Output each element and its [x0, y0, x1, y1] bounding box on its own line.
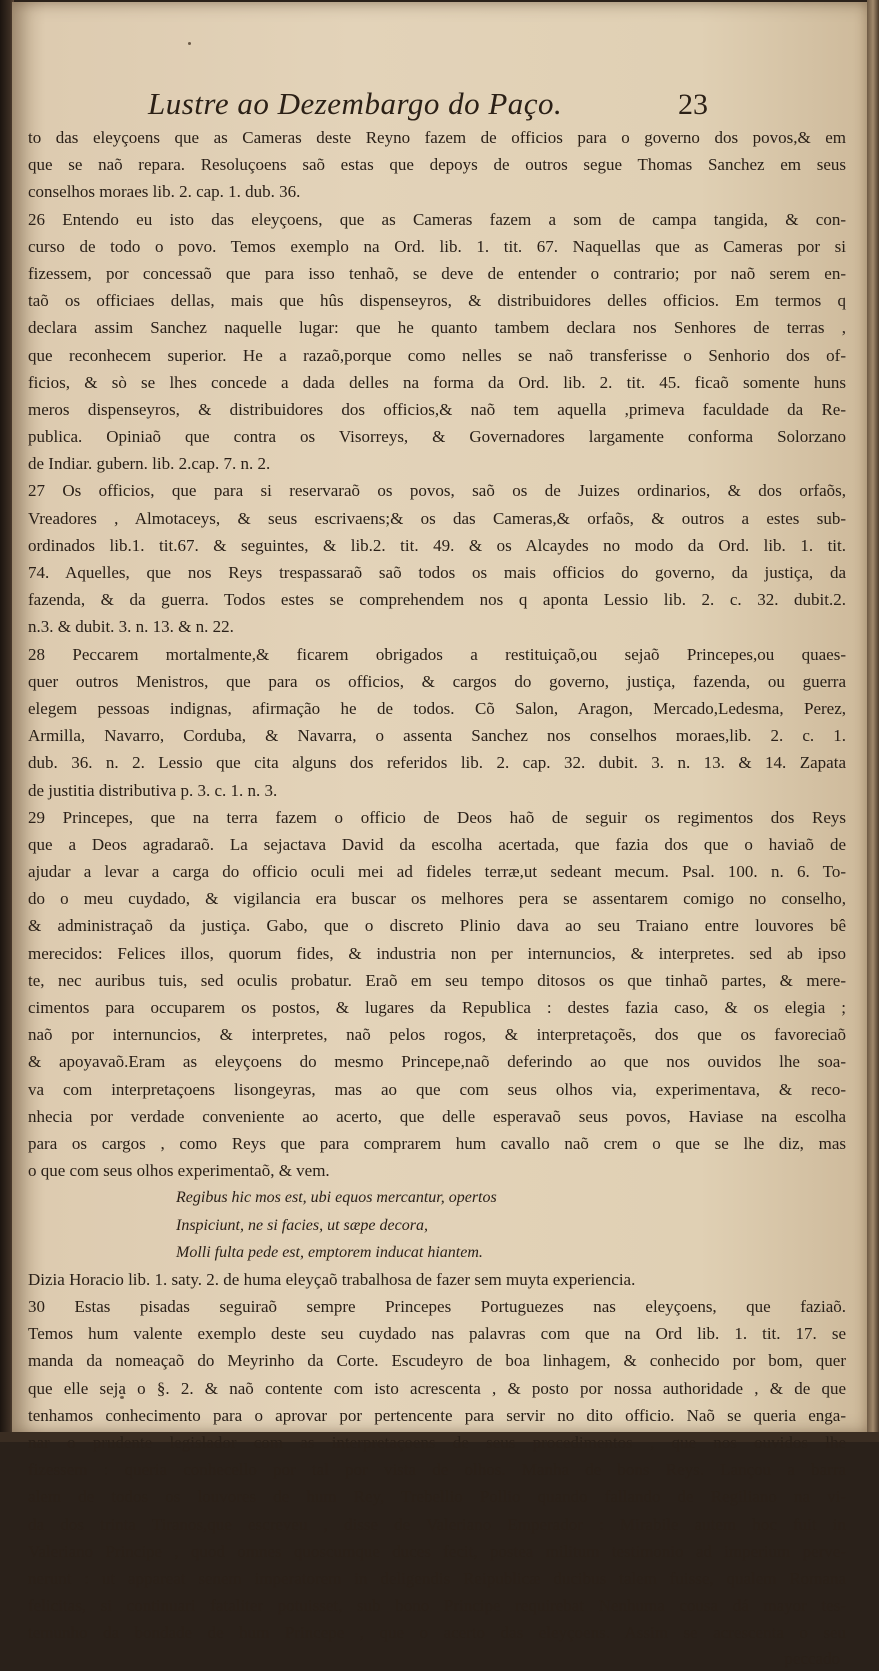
text-line: taõ os officiaes dellas, mais que hûs dispenseyros, & distribuidores delles officios. Em termos q [28, 291, 846, 311]
text-line: meros dispenseyros, & distribuidores dos officios,& naõ tem aquella ,primeva faculdade da Re- [28, 399, 846, 419]
text-line: cimentos para occuparem os postos, & lugares da Republica : destes fazia caso, & os elegia ; [28, 998, 846, 1017]
text-line: & apoyavaõ.Eram as eleyçoens do mesmo Princepe,naõ deferindo ao que nos ouvidos lhe soa- [28, 1052, 846, 1072]
text-line: para os cargos , como Reys que para comprarem hum cavallo naõ crem o que se lhe diz, mas [28, 1133, 846, 1153]
paragraphs-26-29 [28, 124, 846, 1184]
text-line: Dizia Horacio lib. 1. saty. 2. de huma eleyçaõ trabalhosa de fazer sem muyta experiencia. [28, 1269, 636, 1289]
text-line: que a Deos agradaraõ. La sejactava David da escolha acertada, que fazia dos que o haviaõ de [28, 834, 846, 854]
text-line: felicitas, si continuari fataliter potuisset, sub bono Principe requirebat Nenhuma cousa dá mayor tes- [28, 1596, 846, 1616]
text-line: nar o prudente legislador com as interpretaçoens de seus procedimentos , que nos ouvidos lhe [28, 1433, 846, 1452]
text-line: tenhamos conhecimento para o aprovar por pertencente para servir no dito officio. Naõ se queria enga- [28, 1405, 846, 1425]
text-line: Temos hum valente exemplo deste seu cuydado nas palavras com que na Ord lib. 1. tit. 17. se [28, 1324, 846, 1344]
text-line: ajudar a levar a carga do officio oculi mei ad fideles terræ,ut sedeant mecum. Psal. 100. n. 6. To- [28, 862, 846, 882]
page-edge [867, 0, 879, 1442]
text-line: 27 Os officios, que para si reservaraõ os povos, saõ os de Juizes ordinarios, & dos orfaõs, [28, 481, 846, 501]
text-line: que reconhecem superior. He a razaõ,porque como nelles se naõ transferisse o Senhorio dos of- [28, 345, 846, 365]
text-line: naõ por internuncios, & interpretes, naõ pelos rogos, & interpretaçoẽs, dos que os favoreciaõ [28, 1025, 846, 1045]
text-line: quer outros Menistros, que para os officios, & cargos do governo, justiça, fazenda, ou guerra [28, 671, 846, 691]
text-line: fazenda, & da guerra. Todos estes se comprehendem nos q aponta Lessio lib. 2. c. 32. dubit.2. [28, 590, 846, 610]
page-number: 23 [678, 88, 708, 121]
text-line: que elle seja o §. 2. & naõ contente com isto acrescenta , & posto por nossa authoridade , & de que [28, 1378, 846, 1398]
text-line: que se naõ repara. Resoluçoens saõ estas que depoys de outros segue Thomas Sanchez em seus [28, 155, 846, 175]
text-line: 30 Estas pisadas seguiraõ sempre Princepes Portuguezes nas eleyçoens, que faziaõ. [28, 1297, 846, 1317]
text-line: to das eleyçoens que as Cameras deste Reyno fazem de officios para o governo dos povos,& em [28, 128, 846, 147]
text-line: Inspiciunt, ne si facies, ut sæpe decora, [176, 1216, 428, 1234]
text-line: 29 Princepes, que na terra fazem o officio de Deos haõ de seguir os regimentos dos Reys [28, 807, 846, 827]
text-line: Valeriano Principe , quod omnes quoscumque duces fecit, postea militum testimonio ad imperium perve- [28, 1541, 846, 1561]
text-line: declara assim Sanchez naquelle lugar: que he quanto tambem declara nos Senhores de terras , [28, 318, 846, 338]
paragraphs-30 [28, 1266, 846, 1647]
text-line: fizessem, por concessaõ que para isso tenhaõ, se deve de entender o contrario; por naõ serem en- [28, 263, 846, 283]
text-line: curso de todo o povo. Temos exemplo na Ord. lib. 1. tit. 67. Naquellas que as Cameras por si [28, 236, 846, 256]
text-line: alem de todos os louvores de hum Rey, Trebellio Pollio quando fallando de Regiliano na vi- [28, 1487, 846, 1507]
ink-speck [188, 42, 191, 45]
text-line: publica. Opiniaõ que contra os Visorreys, & Governadores largamente conforma Solorzano [28, 427, 846, 447]
text-line: conselhos moraes lib. 2. cap. 1. dub. 36. [28, 182, 301, 202]
text-line: do o meu cuydado, & vigilancia era buscar os melhores pera se assentarem comigo no conselho, [28, 889, 846, 909]
text-line: te, nec auribus tuis, sed oculis probatur. Eraõ em seu tempo ditosos os que tinhaõ partes, & mere- [28, 970, 846, 990]
text-line: o que com seus olhos experimentaõ, & vem. [28, 1161, 330, 1181]
text-line: merecidos: Felices illos, quorum fides, & industria non per internuncios, & interpretes. sed ab ipso [28, 943, 846, 963]
text-line: ordinados lib.1. tit.67. & seguintes, & lib.2. tit. 49. & os Alcaydes no modo da Ord. lib. 1. tit. [28, 535, 846, 555]
text-line: va com interpretaçoens lisongeyras, mas ao que com seus olhos via, experimentava, & reco- [28, 1079, 846, 1099]
text-line: n.3. & dubit. 3. n. 13. & n. 22. [28, 617, 234, 637]
text-line: dub. 36. n. 2. Lessio que cita alguns dos referidos lib. 2. cap. 32. dubit. 3. n. 13. & 14. Zapata [28, 753, 846, 773]
catchword: peccado [784, 1648, 840, 1668]
text-line: de Indiar. gubern. lib. 2.cap. 7. n. 2. [28, 454, 271, 474]
text-line: elegem pessoas indignas, afirmação he de todos. Cõ Salon, Aragon, Mercado,Ledesma, Perez, [28, 698, 846, 718]
text-line: Armilla, Navarro, Corduba, & Navarra, o assenta Sanchez nos conselhos moraes,lib. 2. c. 1. [28, 726, 846, 746]
running-title: Lustre ao Dezembargo do Paço. [148, 86, 563, 121]
body-text [28, 124, 846, 1671]
text-line: Regibus hic mos est, ubi equos mercantur, opertos [176, 1189, 497, 1207]
text-line: & administraçaõ da justiça. Gabo, que o discreto Plinio dava ao seu Traiano entre louvores bê [28, 916, 846, 936]
text-line: Vreadores , Almotaceys, & seus escrivaens;& os das Cameras,& orfaõs, & outros a estes sub- [28, 508, 846, 528]
running-header [148, 86, 708, 122]
text-line: manda da nomeaçaõ do Meyrinho da Corte. Escudeyro de boa linhagem, & conhecido por bom, quer [28, 1351, 846, 1371]
text-line: da dos trinta Tiranos,que escreveu , disse de Valeriano Emperador : Mirabile autem hoc fuit in [28, 1514, 846, 1534]
text-line: Molli fulta pede est, emptorem inducat hiantem. [176, 1243, 483, 1261]
horace-verse [28, 1184, 846, 1266]
text-line: nhecia por verdade conveniente ao acerto, que delle esperavaõ seus povos, Haviase na escolha [28, 1106, 846, 1126]
text-line: 74. Aquelles, que nos Reys trespassaraõ saõ todos os mais officios do governo, da justiça, da [28, 563, 846, 582]
text-line: temunho da bondade de hum Princepe , que o acerto das eleyçoens. Assim se acrescenta o seu [28, 1623, 846, 1643]
text-line: de justitia distributiva p. 3. c. 1. n. 3. [28, 780, 278, 800]
text-line: 26 Entendo eu isto das eleyçoens, que as Cameras fazem a som de campa tangida, & con- [28, 209, 846, 229]
text-line: nerunt : ut appareat senem imperatorem in deligendis Reipublicæ ducibus talem fuisse, qualem Romana [28, 1568, 846, 1588]
text-line: 28 Peccarem mortalmente,& ficarem obrigados a restituiçaõ,ou sejaõ Princepes,ou quaes- [28, 644, 846, 664]
text-line: fizessem : queria conhecello por tal por vista de olhos. Manha de bons Reys. Lançou a barra [28, 1460, 846, 1480]
text-line: ficios, & sò se lhes concede a dada delles na forma da Ord. lib. 2. tit. 45. ficaõ somente huns [28, 372, 846, 392]
